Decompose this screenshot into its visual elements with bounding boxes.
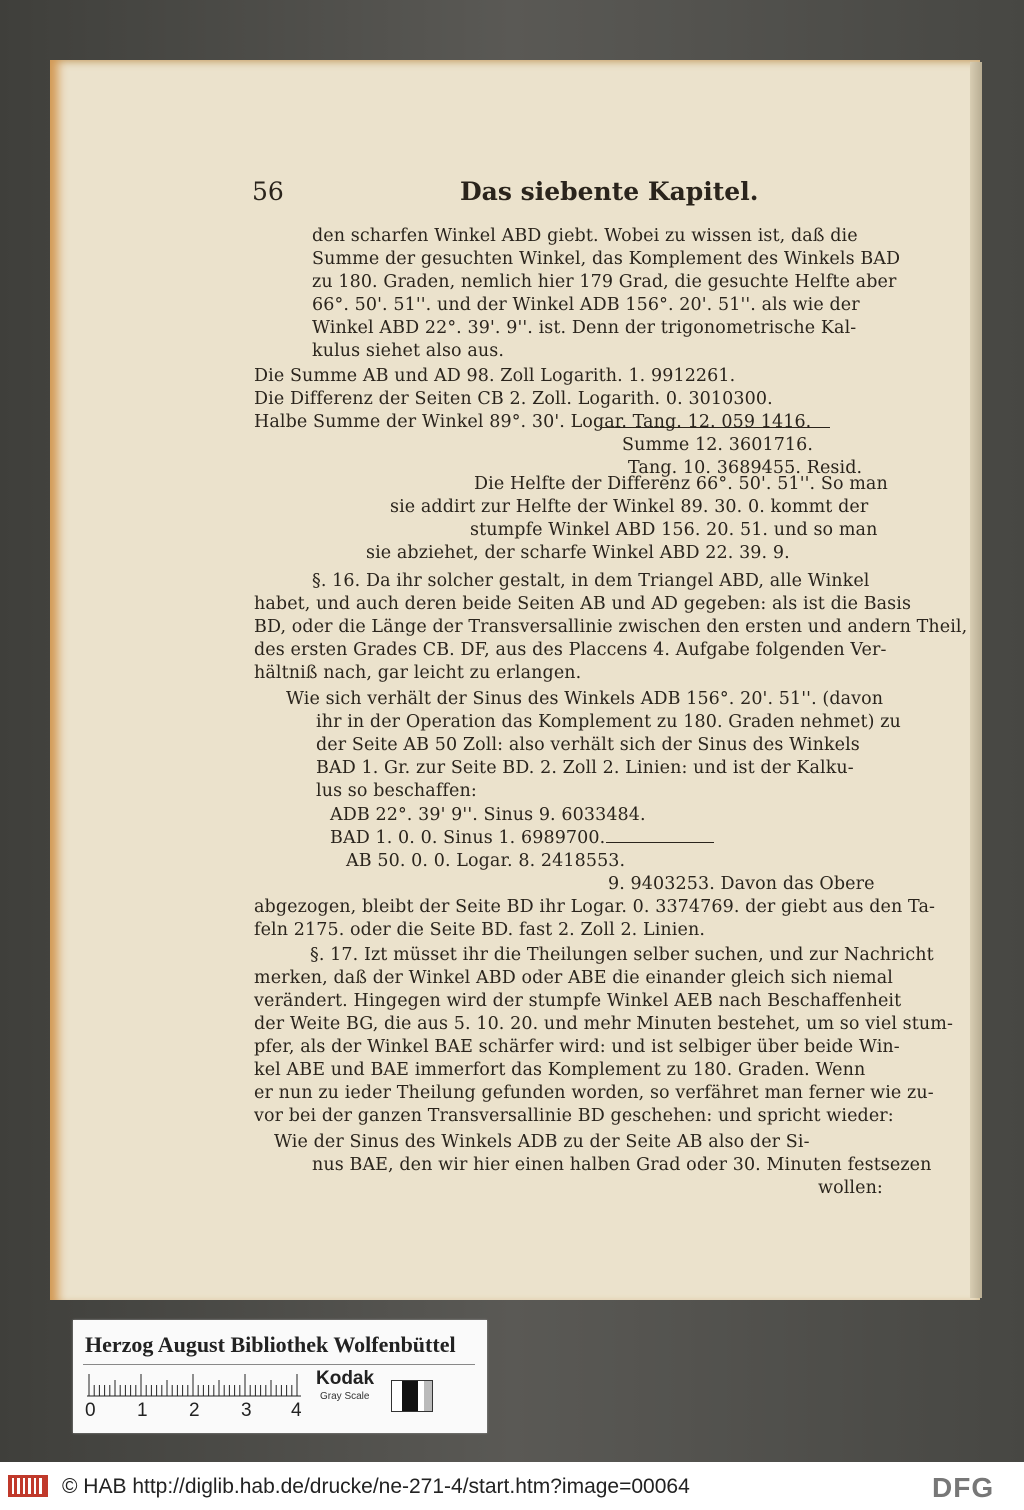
text-line: habet, und auch deren beide Seiten AB und AD gegeben: als ist die Basis bbox=[254, 594, 912, 614]
text-line: nus BAE, den wir hier einen halben Grad oder 30. Minuten festsezen bbox=[312, 1155, 932, 1175]
text-line: Wie sich verhält der Sinus des Winkels ADB 156°. 20'. 51''. (davon bbox=[286, 689, 884, 709]
text-line: kulus siehet also aus. bbox=[312, 341, 504, 361]
text-line: §. 17. Izt müsset ihr die Theilungen selber suchen, und zur Nachricht bbox=[310, 945, 934, 965]
sum-rule-2 bbox=[606, 842, 714, 843]
text-line: lus so beschaffen: bbox=[316, 781, 477, 801]
text-line: zu 180. Graden, nemlich hier 179 Grad, die gesuchte Helfte aber bbox=[312, 272, 897, 292]
text-line: Die Summe AB und AD 98. Zoll Logarith. 1. 9912261. bbox=[254, 366, 736, 386]
text-line: sie abziehet, der scharfe Winkel ABD 22. 39. 9. bbox=[366, 543, 790, 563]
barcode-icon bbox=[8, 1473, 48, 1499]
ruler-number: 1 bbox=[137, 1400, 148, 1421]
text-line: merken, daß der Winkel ABD oder ABE die einander gleich sich niemal bbox=[254, 968, 893, 988]
text-line: Halbe Summe der Winkel 89°. 30'. Logar. Tang. 12. 059 1416. bbox=[254, 412, 812, 432]
text-line: BAD 1. 0. 0. Sinus 1. 6989700. bbox=[330, 828, 606, 848]
text-line: des ersten Grades CB. DF, aus des Placcens 4. Aufgabe folgenden Ver- bbox=[254, 640, 887, 660]
text-line: feln 2175. oder die Seite BD. fast 2. Zoll 2. Linien. bbox=[254, 920, 705, 940]
gray-swatch bbox=[391, 1380, 433, 1412]
color-card bbox=[73, 1320, 487, 1433]
ruler-ticks bbox=[87, 1372, 301, 1398]
footer-link[interactable]: © HAB http://diglib.hab.de/drucke/ne-271-4/start.htm?image=00064 bbox=[62, 1475, 690, 1498]
text-line: Summe der gesuchten Winkel, das Komplement des Winkels BAD bbox=[312, 249, 901, 269]
text-line: Summe 12. 3601716. bbox=[622, 435, 814, 455]
text-line: §. 16. Da ihr solcher gestalt, in dem Triangel ABD, alle Winkel bbox=[312, 571, 870, 591]
text-line: pfer, als der Winkel BAE schärfer wird: und ist selbiger über beide Win- bbox=[254, 1037, 900, 1057]
ruler-number: 2 bbox=[189, 1400, 200, 1421]
text-line: BD, oder die Länge der Transversallinie zwischen den ersten und andern Theil, bbox=[254, 617, 968, 637]
ruler-number: 4 bbox=[291, 1400, 302, 1421]
kodak-brand: Kodak bbox=[316, 1368, 375, 1389]
page-edge bbox=[970, 62, 982, 1298]
ruler-number: 0 bbox=[85, 1400, 96, 1421]
text-line: der Seite AB 50 Zoll: also verhält sich der Sinus des Winkels bbox=[316, 735, 860, 755]
text-line: Wie der Sinus des Winkels ADB zu der Seite AB also der Si- bbox=[274, 1132, 810, 1152]
ruler-number: 3 bbox=[241, 1400, 252, 1421]
text-line: ihr in der Operation das Komplement zu 180. Graden nehmet) zu bbox=[316, 712, 901, 732]
text-line: den scharfen Winkel ABD giebt. Wobei zu wissen ist, daß die bbox=[312, 226, 858, 246]
text-line: vor bei der ganzen Transversallinie BD geschehen: und spricht wieder: bbox=[254, 1106, 894, 1126]
text-line: abgezogen, bleibt der Seite BD ihr Logar. 0. 3374769. der giebt aus den Ta- bbox=[254, 897, 936, 917]
text-line: 9. 9403253. Davon das Obere bbox=[608, 874, 875, 894]
text-line: Tang. 10. 3689455. Resid. bbox=[628, 458, 863, 478]
text-line: Winkel ABD 22°. 39'. 9''. ist. Denn der trigonometrische Kal- bbox=[312, 318, 857, 338]
text-line: er nun zu ieder Theilung gefunden worden, so verfähret man ferner wie zu- bbox=[254, 1083, 934, 1103]
text-line: verändert. Hingegen wird der stumpfe Winkel AEB nach Beschaffenheit bbox=[254, 991, 902, 1011]
text-line: kel ABE und BAE immerfort das Komplement zu 180. Graden. Wenn bbox=[254, 1060, 866, 1080]
text-line: 66°. 50'. 51''. und der Winkel ADB 156°. 20'. 51''. als wie der bbox=[312, 295, 860, 315]
text-line: AB 50. 0. 0. Logar. 8. 2418553. bbox=[346, 851, 626, 871]
card-divider bbox=[83, 1364, 475, 1365]
text-line: BAD 1. Gr. zur Seite BD. 2. Zoll 2. Linien: und ist der Kalku- bbox=[316, 758, 854, 778]
text-line: ADB 22°. 39' 9''. Sinus 9. 6033484. bbox=[330, 805, 646, 825]
running-head: Das siebente Kapitel. bbox=[460, 177, 759, 206]
text-line: Die Helfte der Differenz 66°. 50'. 51''. So man bbox=[474, 474, 888, 494]
gray-scale-label: Gray Scale bbox=[320, 1391, 370, 1402]
page-number: 56 bbox=[252, 177, 284, 206]
text-line: Die Differenz der Seiten CB 2. Zoll. Logarith. 0. 3010300. bbox=[254, 389, 773, 409]
library-label: Herzog August Bibliothek Wolfenbüttel bbox=[85, 1332, 456, 1357]
text-line: wollen: bbox=[818, 1178, 883, 1198]
text-line: hältniß nach, gar leicht zu erlangen. bbox=[254, 663, 582, 683]
text-line: sie addirt zur Helfte der Winkel 89. 30. 0. kommt der bbox=[390, 497, 869, 517]
text-line: der Weite BG, die aus 5. 10. 20. und mehr Minuten bestehet, um so viel stum- bbox=[254, 1014, 953, 1034]
text-line: stumpfe Winkel ABD 156. 20. 51. und so man bbox=[470, 520, 878, 540]
dfg-logo: DFG bbox=[932, 1472, 995, 1503]
